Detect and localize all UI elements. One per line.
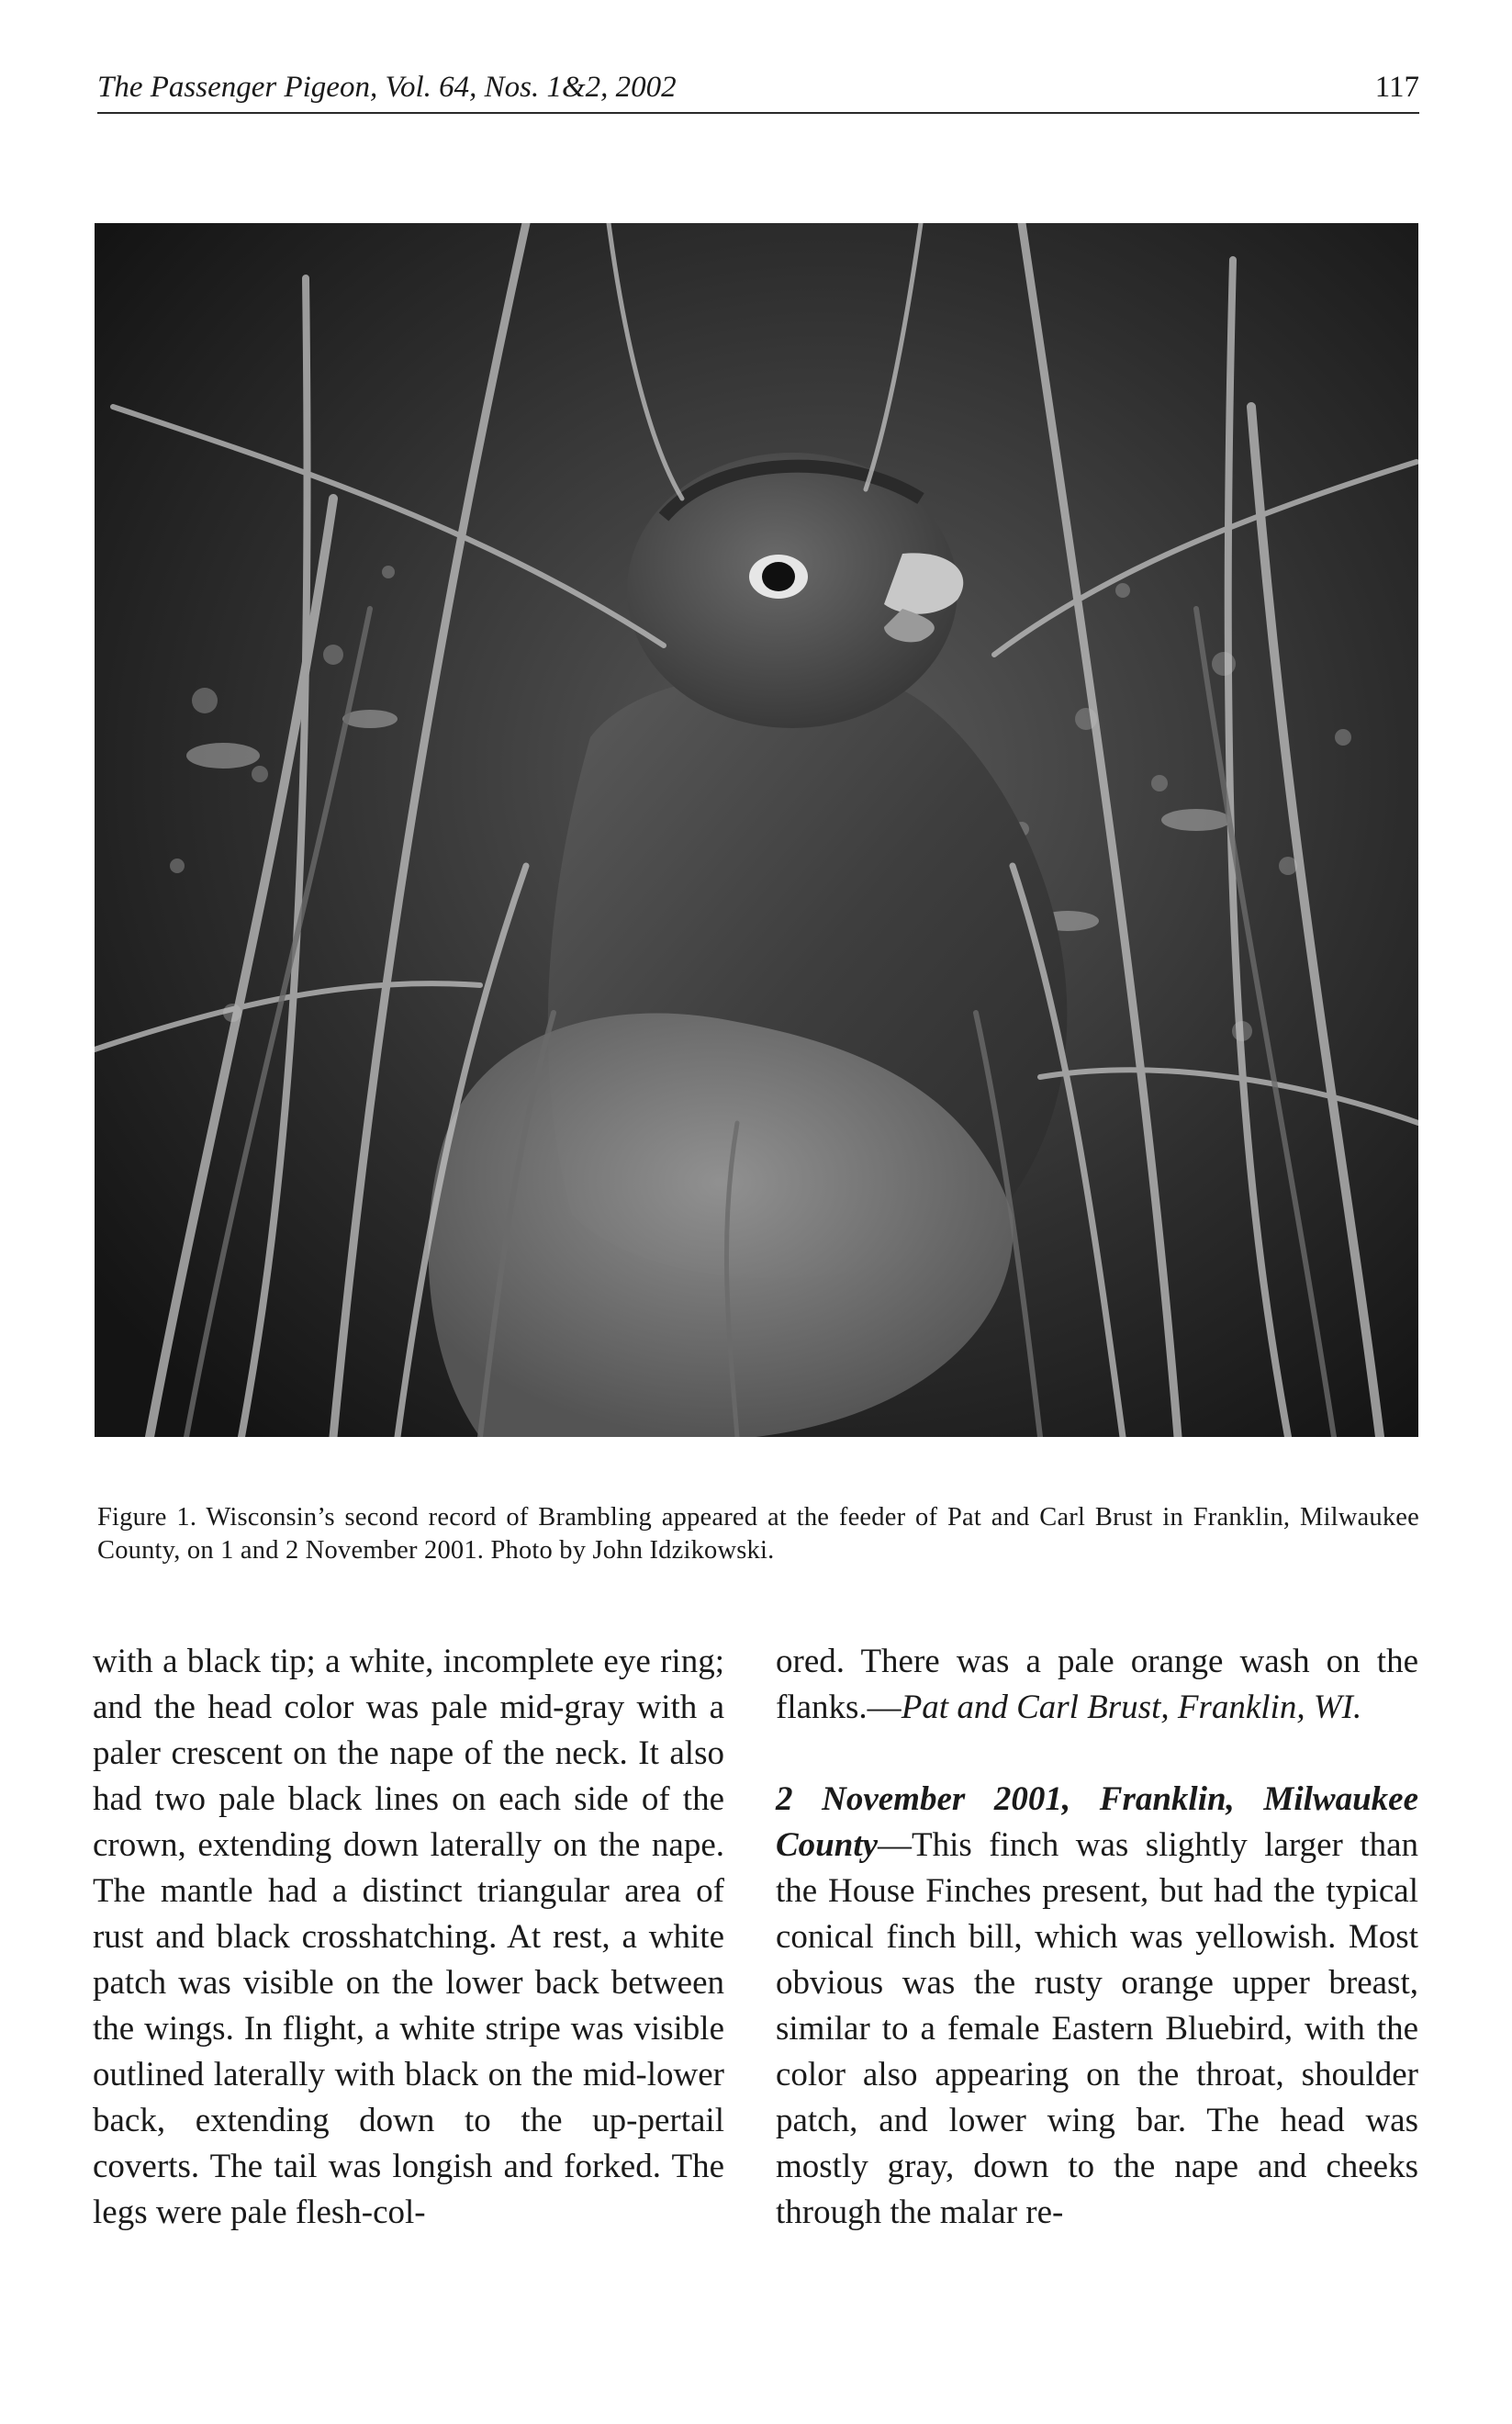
body-paragraph: with a black tip; a white, incomplete eye ring; and the head color was pale mid-gray with a paler crescent on the nape of the neck. It also had two pale black lines on each side of the crown, extending down laterally on the nape. The mantle had a distinct triangular area of rust and black crosshatching. At rest, a white patch was visible on the lower back between the wings. In flight, a white stripe was visible outlined laterally with black on the mid-lower back, extending down to the up-pertail coverts. The tail was longish and forked. The legs were pale flesh-col- (93, 1643, 724, 2231)
figure-caption: Figure 1. Wisconsin’s second record of Brambling appeared at the feeder of Pat and Carl Brust in Franklin, Milwaukee County, on 1 and 2 November 2001. Photo by John Idzikowski. (97, 1503, 1419, 1565)
right-column (776, 1639, 1418, 2236)
observer-signature: Pat and Carl Brust, Franklin, WI. (901, 1689, 1362, 1726)
record-heading: 2 November 2001, Franklin, Milwaukee County (776, 1780, 1418, 1864)
page-number: 117 (1374, 71, 1419, 104)
left-column (93, 1639, 724, 2236)
brambling-photo (95, 223, 1418, 1437)
body-paragraph (776, 1777, 1418, 2236)
running-header (97, 66, 1419, 114)
body-paragraph (776, 1639, 1418, 1731)
paragraph-text: —This finch was slightly larger than the House Finches present, but had the typical conical finch bill, which was yellowish. Most obvious was the rusty orange upper breast, similar to a female Eastern Bluebird, with the color also appearing on the throat, shoulder patch, and lower wing bar. The head was mostly gray, down to the nape and cheeks through the malar re- (776, 1826, 1418, 2231)
paragraph-text: ored. There was a pale orange wash on the flanks.— (776, 1643, 1418, 1726)
journal-title: The Passenger Pigeon, Vol. 64, Nos. 1&2, 2002 (97, 71, 677, 104)
